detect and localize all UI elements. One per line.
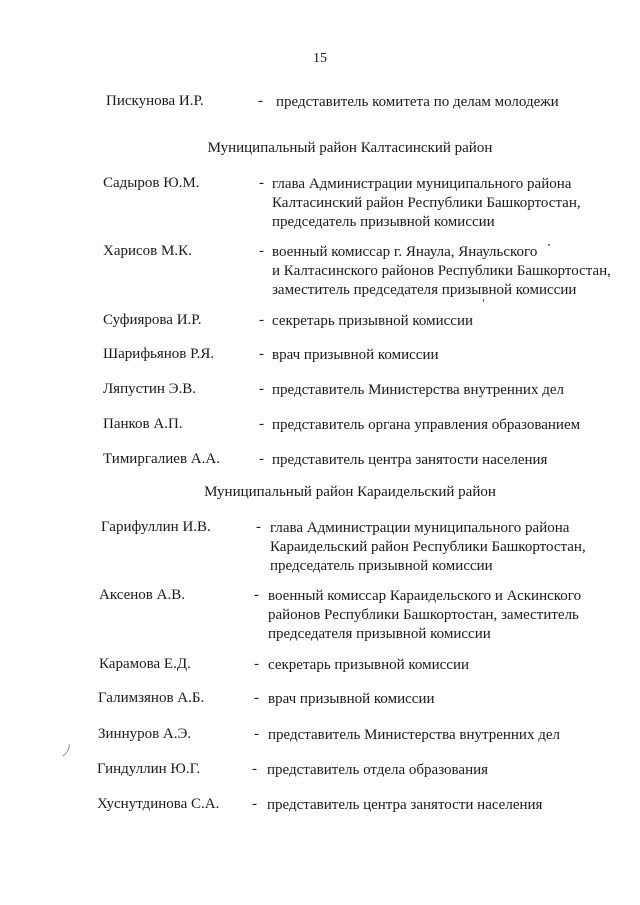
- role-description: представитель Министерства внутренних дел: [272, 382, 564, 398]
- person-name: Хуснутдинова С.А.: [97, 796, 220, 812]
- scan-speck: [483, 299, 484, 302]
- list-item: [0, 175, 640, 235]
- dash-separator: -: [259, 346, 264, 362]
- dash-separator: -: [259, 416, 264, 432]
- dash-separator: -: [259, 381, 264, 397]
- dash-separator: -: [254, 587, 259, 603]
- person-name: Шарифьянов Р.Я.: [103, 346, 215, 362]
- dash-separator: -: [259, 175, 264, 191]
- dash-separator: -: [259, 451, 264, 467]
- role-description: представитель центра занятости населения: [267, 797, 543, 813]
- section-heading: Муниципальный район Калтасинский район: [207, 140, 493, 156]
- list-item: [0, 451, 640, 511]
- scan-speck: [548, 244, 550, 246]
- list-item: [0, 519, 640, 579]
- role-description: представитель комитета по делам молодежи: [276, 94, 559, 110]
- role-description: глава Администрации муниципального района Караидельский район Республики Башкортостан, председатель призывной комиссии: [270, 520, 586, 574]
- role-description: глава Администрации муниципального района Калтасинский район Республики Башкортостан, председатель призывной комиссии: [272, 176, 581, 230]
- dash-separator: -: [254, 656, 259, 672]
- list-item: [0, 796, 640, 856]
- dash-separator: -: [259, 312, 264, 328]
- dash-separator: -: [254, 726, 259, 742]
- person-name: Аксенов А.В.: [99, 587, 185, 603]
- role-description: представитель органа управления образованием: [272, 417, 581, 433]
- page-number: 15: [313, 51, 327, 66]
- dash-separator: -: [254, 690, 259, 706]
- role-description: представитель Министерства внутренних дел: [268, 727, 560, 743]
- person-name: Панков А.П.: [103, 416, 183, 432]
- person-name: Зиннуров А.Э.: [98, 726, 192, 742]
- role-description: военный комиссар г. Янаула, Янаульского и Калтасинского районов Республики Башкортостан, заместитель председателя призывной комиссии: [272, 244, 611, 298]
- person-name: Суфиярова И.Р.: [103, 312, 202, 328]
- person-name: Ляпустин Э.В.: [103, 381, 197, 397]
- dash-separator: -: [258, 93, 263, 109]
- role-description: врач призывной комиссии: [268, 691, 435, 707]
- person-name: Карамова Е.Д.: [99, 656, 191, 672]
- role-description: врач призывной комиссии: [272, 347, 439, 363]
- role-description: представитель отдела образования: [267, 762, 489, 778]
- person-name: Харисов М.К.: [103, 243, 192, 259]
- person-name: Садыров Ю.М.: [103, 175, 200, 191]
- list-item: [0, 243, 640, 303]
- role-description: секретарь призывной комиссии: [268, 657, 470, 673]
- person-name: Гиндуллин Ю.Г.: [97, 761, 201, 777]
- dash-separator: -: [252, 761, 257, 777]
- dash-separator: -: [259, 243, 264, 259]
- list-item: [0, 587, 640, 647]
- role-description: представитель центра занятости населения: [272, 452, 548, 468]
- person-name: Гарифуллин И.В.: [101, 519, 211, 535]
- person-name: Пискунова И.Р.: [106, 93, 204, 109]
- person-name: Тимиргалиев А.А.: [103, 451, 220, 467]
- dash-separator: -: [256, 519, 261, 535]
- scan-mark-icon: [60, 742, 74, 758]
- role-description: секретарь призывной комиссии: [272, 313, 474, 329]
- dash-separator: -: [252, 796, 257, 812]
- section-heading: Муниципальный район Караидельский район: [204, 484, 496, 500]
- role-description: военный комиссар Караидельского и Аскинского районов Республики Башкортостан, заместитель председателя призывной комиссии: [268, 588, 582, 642]
- person-name: Галимзянов А.Б.: [98, 690, 205, 706]
